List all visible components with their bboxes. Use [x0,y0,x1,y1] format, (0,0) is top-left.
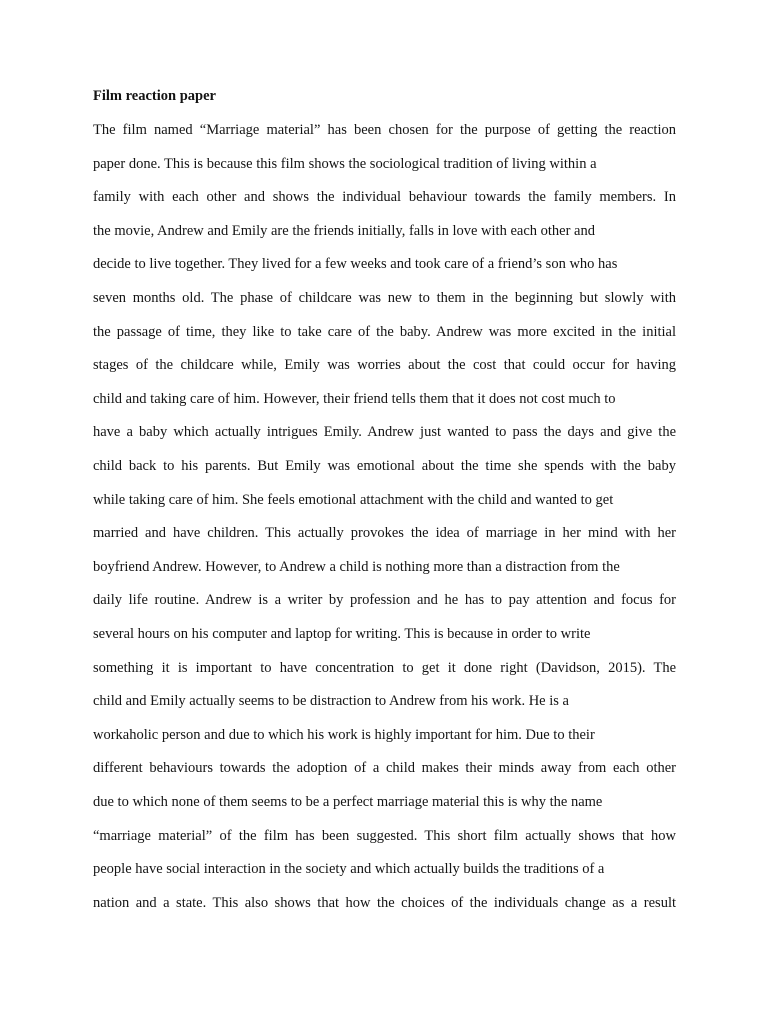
body-text-line: seven months old. The phase of childcare was new to them in the beginning but slowly with [93,290,676,306]
body-text-line: daily life routine. Andrew is a writer by profession and he has to pay attention and focus for [93,592,676,609]
body-text-line: child and Emily actually seems to be distraction to Andrew from his work. He is a [93,693,569,710]
body-text-line: boyfriend Andrew. However, to Andrew a child is nothing more than a distraction from the [93,558,620,575]
body-text-line: paper done. This is because this film shows the sociological tradition of living within a [93,155,597,172]
body-text-line: have a baby which actually intrigues Emily. Andrew just wanted to pass the days and give the [93,424,676,441]
body-text-line: “marriage material” of the film has been suggested. This short film actually shows that how [93,827,676,844]
body-text-line: workaholic person and due to which his work is highly important for him. Due to their [93,726,595,743]
body-text-line: family with each other and shows the individual behaviour towards the family members. In [93,189,676,206]
body-text-line: something it is important to have concentration to get it done right (Davidson, 2015). The [93,659,676,676]
body-text-line: several hours on his computer and laptop for writing. This is because in order to write [93,626,591,642]
body-text-line: while taking care of him. She feels emotional attachment with the child and wanted to get [93,491,614,508]
body-text-line: nation and a state. This also shows that how the choices of the individuals change as a result [93,894,676,911]
body-text-line: people have social interaction in the society and which actually builds the traditions of a [93,861,605,878]
document-title: Film reaction paper [93,88,216,104]
body-text-line: stages of the childcare while, Emily was worries about the cost that could occur for having [93,357,676,374]
body-text-line: decide to live together. They lived for a few weeks and took care of a friend’s son who has [93,256,618,273]
body-text-line: the movie, Andrew and Emily are the friends initially, falls in love with each other and [93,222,595,239]
body-text-line: different behaviours towards the adoption of a child makes their minds away from each other [93,760,676,777]
body-text-line: child and taking care of him. However, their friend tells them that it does not cost much to [93,390,616,407]
body-text-line: the passage of time, they like to take care of the baby. Andrew was more excited in the initial [93,323,676,340]
body-text-line: child back to his parents. But Emily was emotional about the time she spends with the baby [93,458,676,474]
body-text-line: married and have children. This actually provokes the idea of marriage in her mind with her [93,525,676,542]
document-body [93,0,693,1024]
body-text-line: The film named “Marriage material” has been chosen for the purpose of getting the reaction [93,122,676,138]
body-text-line: due to which none of them seems to be a perfect marriage material this is why the name [93,794,603,810]
